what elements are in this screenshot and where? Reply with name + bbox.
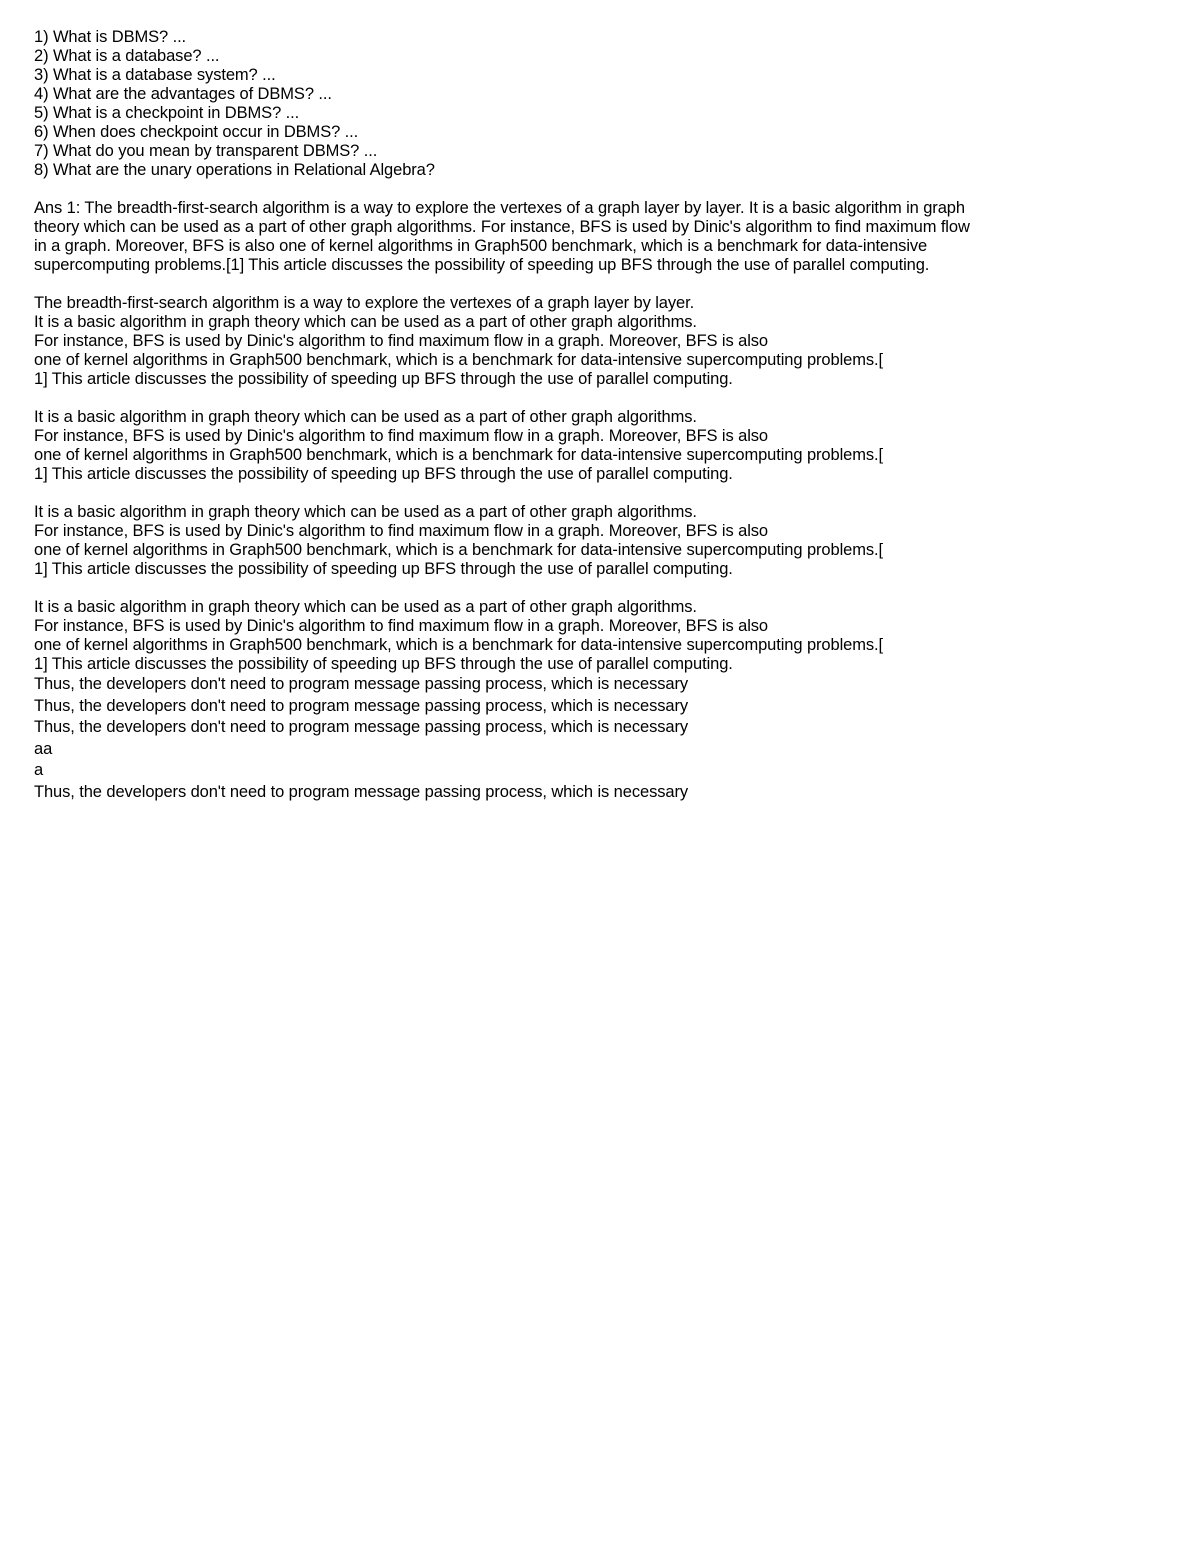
- document-page: [34, 28, 1174, 803]
- trailing-line: a: [34, 761, 44, 779]
- paragraph-line: one of kernel algorithms in Graph500 benchmark, which is a benchmark for data-intensive supercomputing problems.[: [34, 541, 883, 559]
- question-item: 5) What is a checkpoint in DBMS? ...: [34, 104, 300, 122]
- trailing-line: Thus, the developers don't need to program message passing process, which is necessary: [34, 782, 688, 801]
- answer-1-paragraph: [34, 199, 1174, 275]
- paragraph-line: 1] This article discusses the possibility of speeding up BFS through the use of parallel computing.: [34, 655, 733, 673]
- paragraph-line: It is a basic algorithm in graph theory which can be used as a part of other graph algorithms.: [34, 503, 697, 521]
- paragraph-4: [34, 503, 1174, 579]
- paragraph-5: [34, 598, 1174, 674]
- question-item: 8) What are the unary operations in Relational Algebra?: [34, 161, 435, 179]
- spacer: [34, 484, 1174, 503]
- answer-line: in a graph. Moreover, BFS is also one of kernel algorithms in Graph500 benchmark, which is a benchmark for data-intensive: [34, 237, 928, 255]
- answer-line: theory which can be used as a part of other graph algorithms. For instance, BFS is used by Dinic's algorithm to find maximum flow: [34, 218, 970, 236]
- paragraph-line: For instance, BFS is used by Dinic's algorithm to find maximum flow in a graph. Moreover, BFS is also: [34, 332, 769, 350]
- paragraph-line: 1] This article discusses the possibility of speeding up BFS through the use of parallel computing.: [34, 560, 733, 578]
- trailing-line: Thus, the developers don't need to program message passing process, which is necessary: [34, 675, 688, 693]
- question-list: [34, 28, 1174, 180]
- question-item: 7) What do you mean by transparent DBMS? ...: [34, 142, 378, 160]
- question-item: 3) What is a database system? ...: [34, 66, 276, 84]
- paragraph-line: The breadth-first-search algorithm is a way to explore the vertexes of a graph layer by layer.: [34, 294, 695, 312]
- question-item: 6) When does checkpoint occur in DBMS? ...: [34, 123, 359, 141]
- paragraph-line: For instance, BFS is used by Dinic's algorithm to find maximum flow in a graph. Moreover, BFS is also: [34, 522, 769, 540]
- question-item: 4) What are the advantages of DBMS? ...: [34, 85, 332, 103]
- paragraph-line: one of kernel algorithms in Graph500 benchmark, which is a benchmark for data-intensive supercomputing problems.[: [34, 636, 883, 654]
- paragraph-2: [34, 294, 1174, 389]
- trailing-lines: [34, 674, 1174, 803]
- paragraph-line: It is a basic algorithm in graph theory which can be used as a part of other graph algorithms.: [34, 408, 697, 426]
- paragraph-line: one of kernel algorithms in Graph500 benchmark, which is a benchmark for data-intensive supercomputing problems.[: [34, 351, 883, 369]
- paragraph-line: one of kernel algorithms in Graph500 benchmark, which is a benchmark for data-intensive supercomputing problems.[: [34, 446, 883, 464]
- answer-line: Ans 1: The breadth-first-search algorithm is a way to explore the vertexes of a graph layer by layer. It is a basic algorithm in graph: [34, 199, 965, 217]
- paragraph-line: For instance, BFS is used by Dinic's algorithm to find maximum flow in a graph. Moreover, BFS is also: [34, 427, 769, 445]
- question-item: 2) What is a database? ...: [34, 47, 220, 65]
- paragraph-line: It is a basic algorithm in graph theory which can be used as a part of other graph algorithms.: [34, 598, 697, 616]
- question-item: 1) What is DBMS? ...: [34, 28, 187, 46]
- paragraph-line: It is a basic algorithm in graph theory which can be used as a part of other graph algorithms.: [34, 313, 697, 331]
- paragraph-line: 1] This article discusses the possibility of speeding up BFS through the use of parallel computing.: [34, 465, 733, 483]
- trailing-line: aa: [34, 739, 53, 758]
- paragraph-line: 1] This article discusses the possibility of speeding up BFS through the use of parallel computing.: [34, 370, 733, 388]
- spacer: [34, 389, 1174, 408]
- paragraph-line: For instance, BFS is used by Dinic's algorithm to find maximum flow in a graph. Moreover, BFS is also: [34, 617, 769, 635]
- spacer: [34, 579, 1174, 598]
- spacer: [34, 275, 1174, 294]
- paragraph-3: [34, 408, 1174, 484]
- trailing-line: Thus, the developers don't need to program message passing process, which is necessary: [34, 696, 688, 715]
- trailing-line: Thus, the developers don't need to program message passing process, which is necessary: [34, 718, 688, 736]
- spacer: [34, 180, 1174, 199]
- answer-line: supercomputing problems.[1] This article discusses the possibility of speeding up BFS through the use of parallel computing.: [34, 256, 930, 274]
